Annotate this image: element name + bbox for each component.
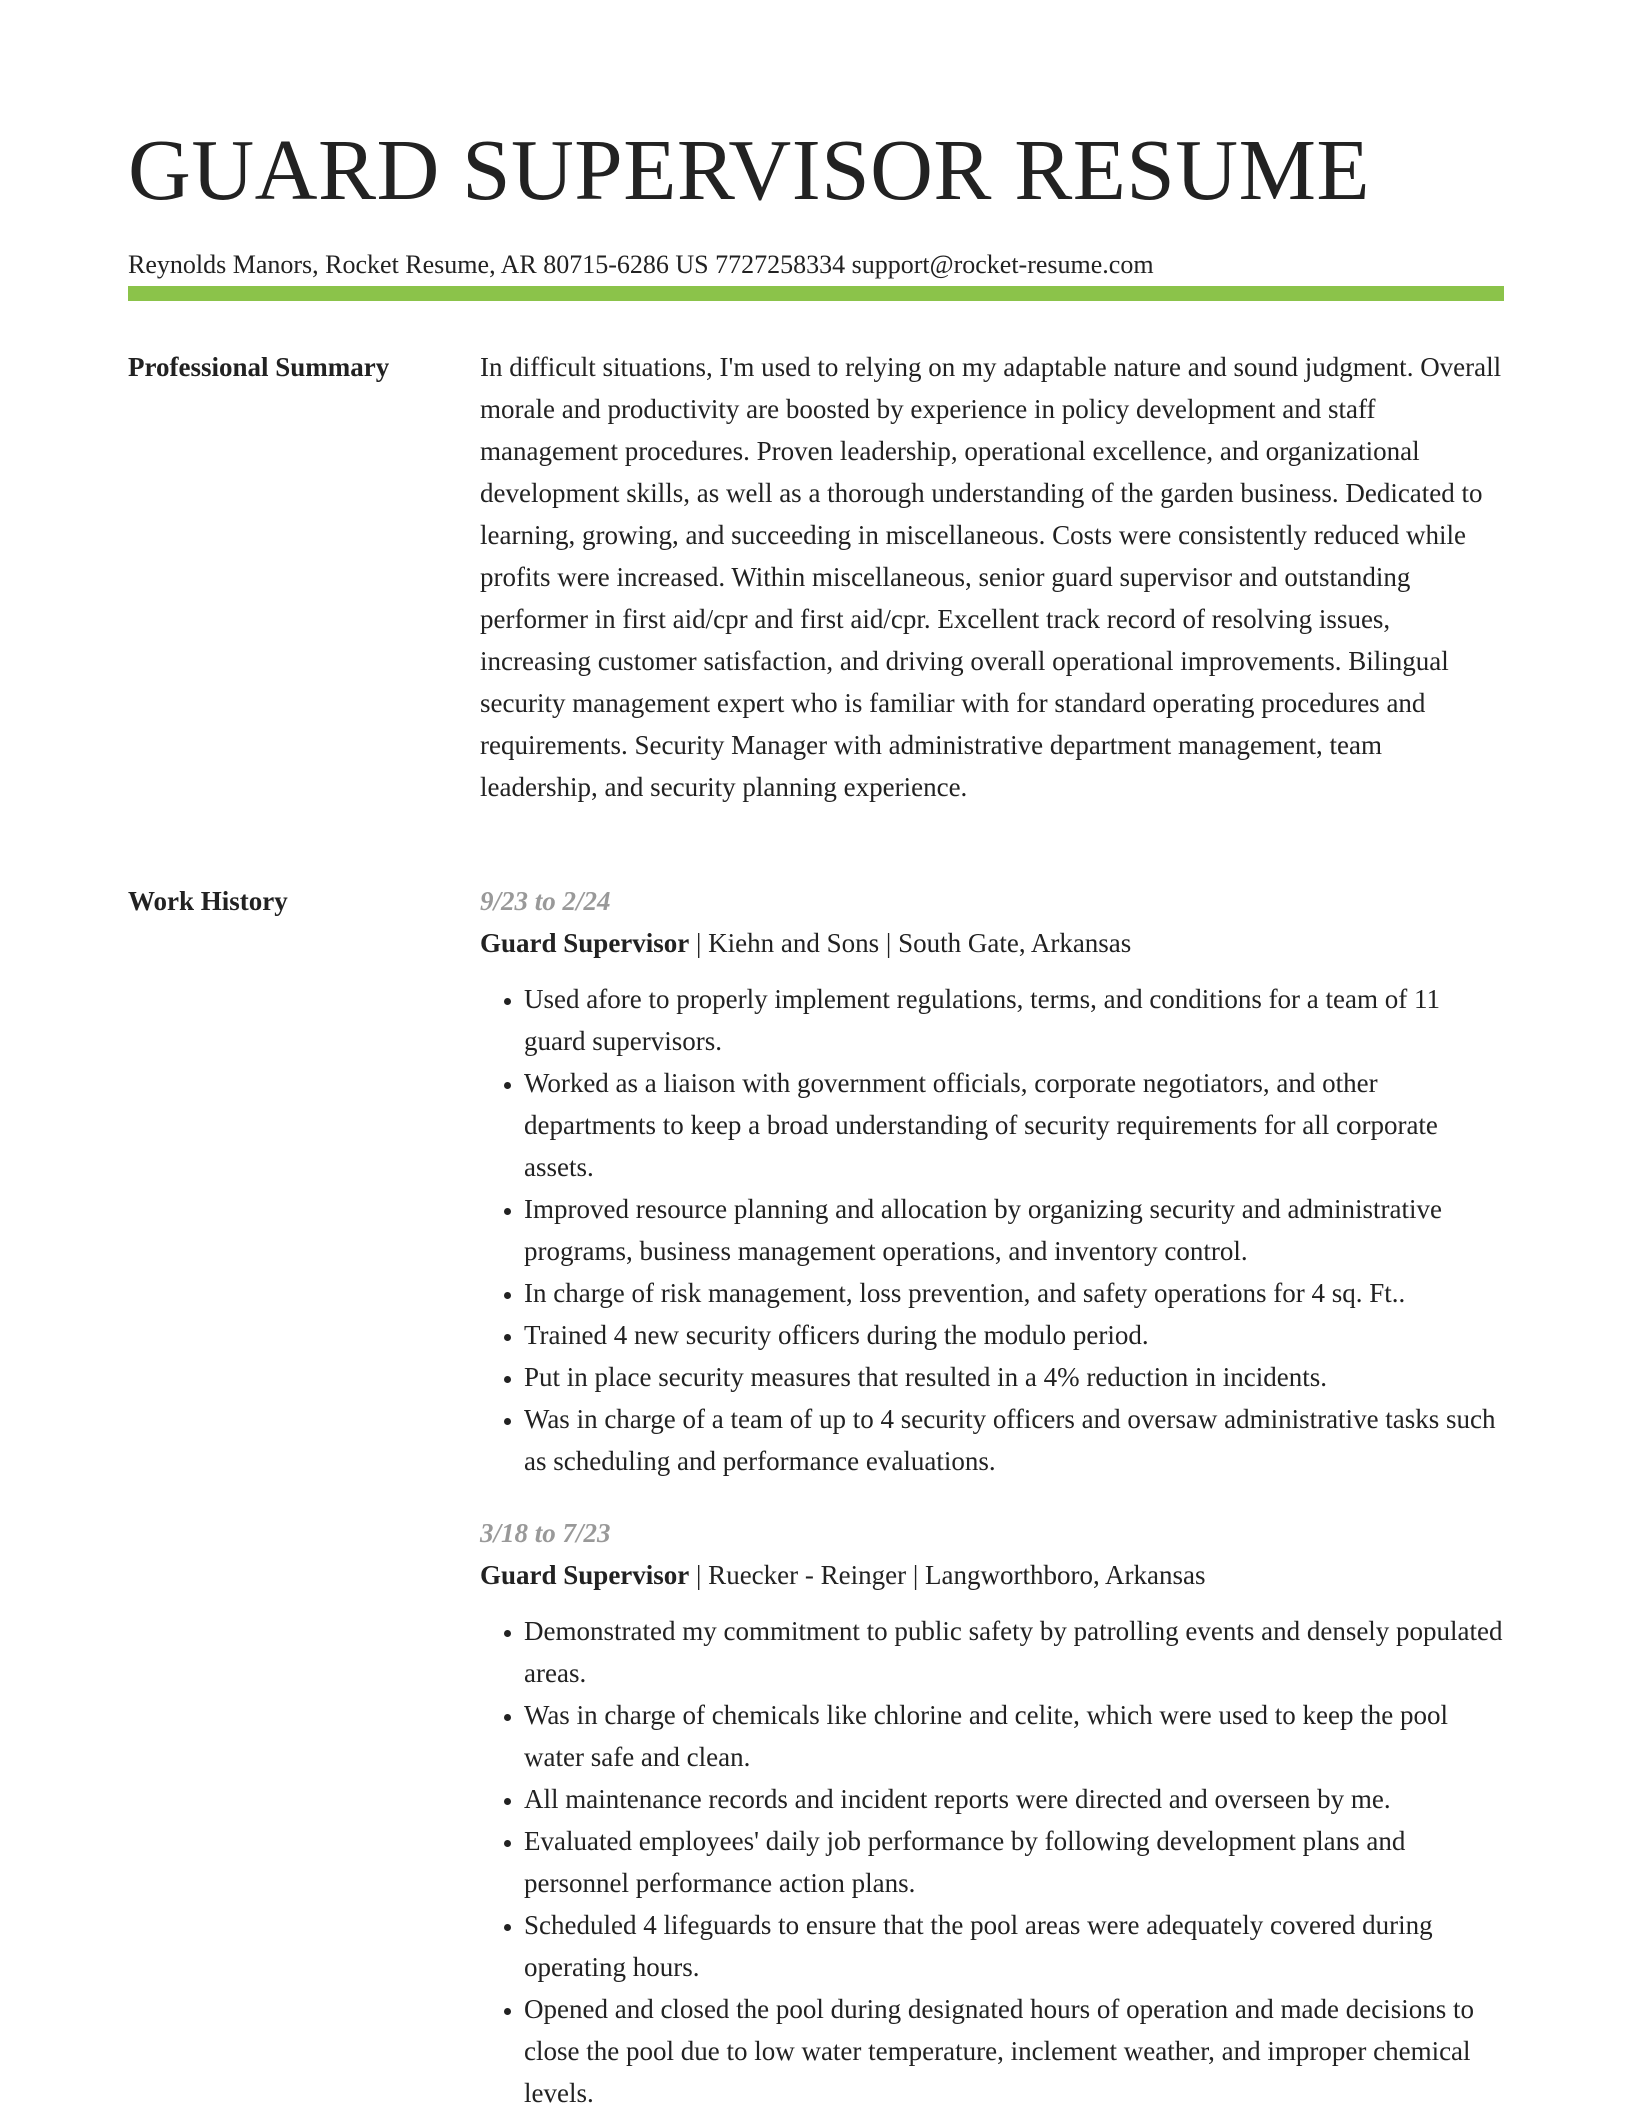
- job-bullet: • All maintenance records and incident reports were directed and overseen by me.: [524, 1778, 1504, 1820]
- job-bullet: • Opened and closed the pool during designated hours of operation and made decisions to close the pool due to low water temperature, inclement weather, and improper chemical levels.: [524, 1988, 1504, 2112]
- job-bullet: • Improved resource planning and allocation by organizing security and administrative programs, business management operations, and inventory control.: [524, 1188, 1504, 1272]
- job-bullets: [480, 1610, 1504, 2112]
- job-bullets: [480, 978, 1504, 1482]
- job-details: | Kiehn and Sons | South Gate, Arkansas: [689, 928, 1132, 958]
- job-details: | Ruecker - Reinger | Langworthboro, Arkansas: [689, 1560, 1206, 1590]
- job-bullet: • Used afore to properly implement regulations, terms, and conditions for a team of 11 guard supervisors.: [524, 978, 1504, 1062]
- job-bullet: • Demonstrated my commitment to public safety by patrolling events and densely populated areas.: [524, 1610, 1504, 1694]
- job-dates: 9/23 to 2/24: [480, 886, 611, 916]
- job-bullet: • Put in place security measures that resulted in a 4% reduction in incidents.: [524, 1356, 1504, 1398]
- work-history-label: Work History: [128, 886, 288, 916]
- job-title-line: [480, 922, 1504, 964]
- contact-line: Reynolds Manors, Rocket Resume, AR 80715-6286 US 7727258334 support@rocket-resume.com: [128, 250, 1154, 279]
- job-bullet: • Evaluated employees' daily job performance by following development plans and personnel performance action plans.: [524, 1820, 1504, 1904]
- job-bullet: • Worked as a liaison with government officials, corporate negotiators, and other departments to keep a broad understanding of security requirements for all corporate assets.: [524, 1062, 1504, 1188]
- job-entry: [480, 880, 1504, 1482]
- job-bullet: • Was in charge of a team of up to 4 security officers and oversaw administrative tasks such as scheduling and performance evaluations.: [524, 1398, 1504, 1482]
- job-bullet: • Scheduled 4 lifeguards to ensure that the pool areas were adequately covered during operating hours.: [524, 1904, 1504, 1988]
- job-bullet: • Was in charge of chemicals like chlorine and celite, which were used to keep the pool water safe and clean.: [524, 1694, 1504, 1778]
- summary-body: [480, 346, 1504, 808]
- job-title: Guard Supervisor: [480, 928, 690, 958]
- job-dates: 3/18 to 7/23: [480, 1518, 611, 1548]
- job-bullet: • In charge of risk management, loss prevention, and safety operations for 4 sq. Ft..: [524, 1272, 1504, 1314]
- job-title: Guard Supervisor: [480, 1560, 690, 1590]
- job-entry: [480, 1512, 1504, 2112]
- job-bullet: • Trained 4 new security officers during the modulo period.: [524, 1314, 1504, 1356]
- accent-divider: [128, 286, 1504, 301]
- job-title-line: [480, 1554, 1504, 1596]
- resume-header: [128, 120, 1504, 282]
- resume-title: GUARD SUPERVISOR RESUME: [128, 121, 1371, 218]
- summary-text: In difficult situations, I'm used to relying on my adaptable nature and sound judgment. Overall morale and productivity are boosted by experience in policy development and staff management procedures. Proven leadership, operational excellence, and organizational development skills, as well as a thorough understanding of the garden business. Dedicated to learning, growing, and succeeding in miscellaneous. Costs were consistently reduced while profits were increased. Within miscellaneous, senior guard supervisor and outstanding performer in first aid/cpr and first aid/cpr. Excellent track record of resolving issues, increasing customer satisfaction, and driving overall operational improvements. Bilingual security management expert who is familiar with for standard operating procedures and requirements. Security Manager with administrative department management, team leadership, and security planning experience.: [480, 352, 1502, 802]
- summary-label: Professional Summary: [128, 352, 390, 382]
- work-history-body: [480, 880, 1504, 2112]
